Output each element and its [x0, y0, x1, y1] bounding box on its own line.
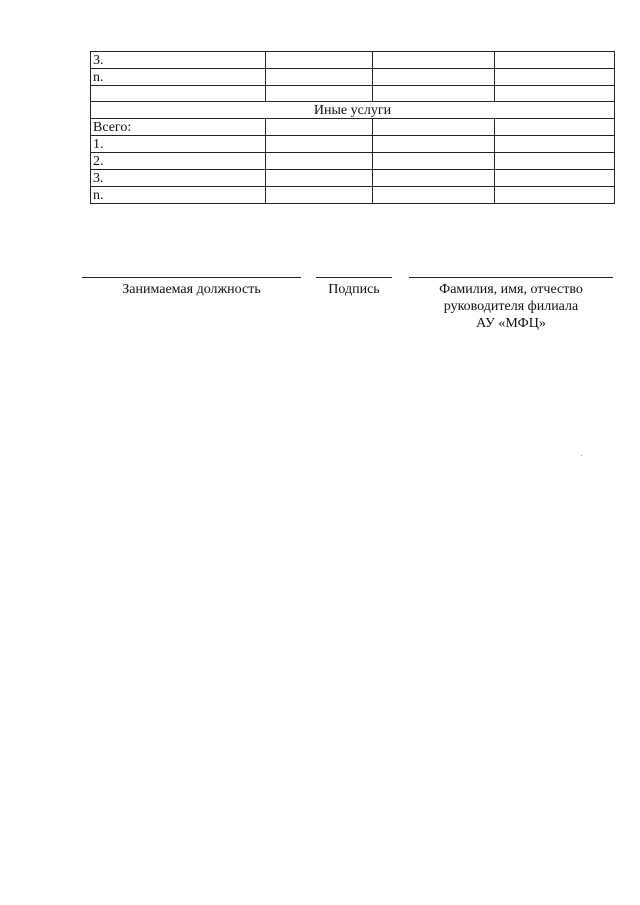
table-cell [495, 153, 615, 170]
signature-line [316, 277, 392, 278]
position-line [82, 277, 301, 278]
name-caption-line: АУ «МФЦ» [476, 316, 546, 331]
table-cell [495, 69, 615, 86]
row-label: 3. [91, 52, 266, 69]
services-table [90, 51, 615, 204]
table-row [91, 119, 615, 136]
table-cell [495, 136, 615, 153]
table-cell [373, 153, 495, 170]
table-cell [373, 136, 495, 153]
table-cell [495, 86, 615, 102]
table-cell [266, 86, 373, 102]
name-caption [409, 281, 613, 332]
table-cell [373, 86, 495, 102]
signature-caption: Подпись [328, 282, 380, 297]
table-cell [266, 136, 373, 153]
table-row [91, 153, 615, 170]
section-header-row [91, 102, 615, 119]
table-cell [266, 52, 373, 69]
table-cell [266, 119, 373, 136]
table-row [91, 170, 615, 187]
table-cell [373, 119, 495, 136]
table-cell [495, 170, 615, 187]
position-caption: Занимаемая должность [122, 282, 261, 297]
table-row [91, 52, 615, 69]
table-cell [373, 187, 495, 204]
row-label: n. [91, 187, 266, 204]
scan-speck [581, 455, 582, 456]
table-cell [495, 187, 615, 204]
table-cell [495, 119, 615, 136]
table-row [91, 69, 615, 86]
table-row [91, 187, 615, 204]
row-label: n. [91, 69, 266, 86]
table-cell [373, 69, 495, 86]
table-cell [266, 187, 373, 204]
row-label: Всего: [91, 119, 266, 136]
table-cell [266, 170, 373, 187]
table-row [91, 86, 615, 102]
row-label: 2. [91, 153, 266, 170]
row-label: 3. [91, 170, 266, 187]
name-caption-line: Фамилия, имя, отчество [439, 282, 583, 297]
table-row [91, 136, 615, 153]
table-cell [495, 52, 615, 69]
name-caption-line: руководителя филиала [443, 299, 579, 314]
section-title: Иные услуги [91, 102, 615, 119]
name-line [409, 277, 613, 278]
table-cell [266, 69, 373, 86]
table-cell [373, 170, 495, 187]
row-label [91, 86, 266, 102]
row-label: 1. [91, 136, 266, 153]
table-cell [266, 153, 373, 170]
table-cell [373, 52, 495, 69]
